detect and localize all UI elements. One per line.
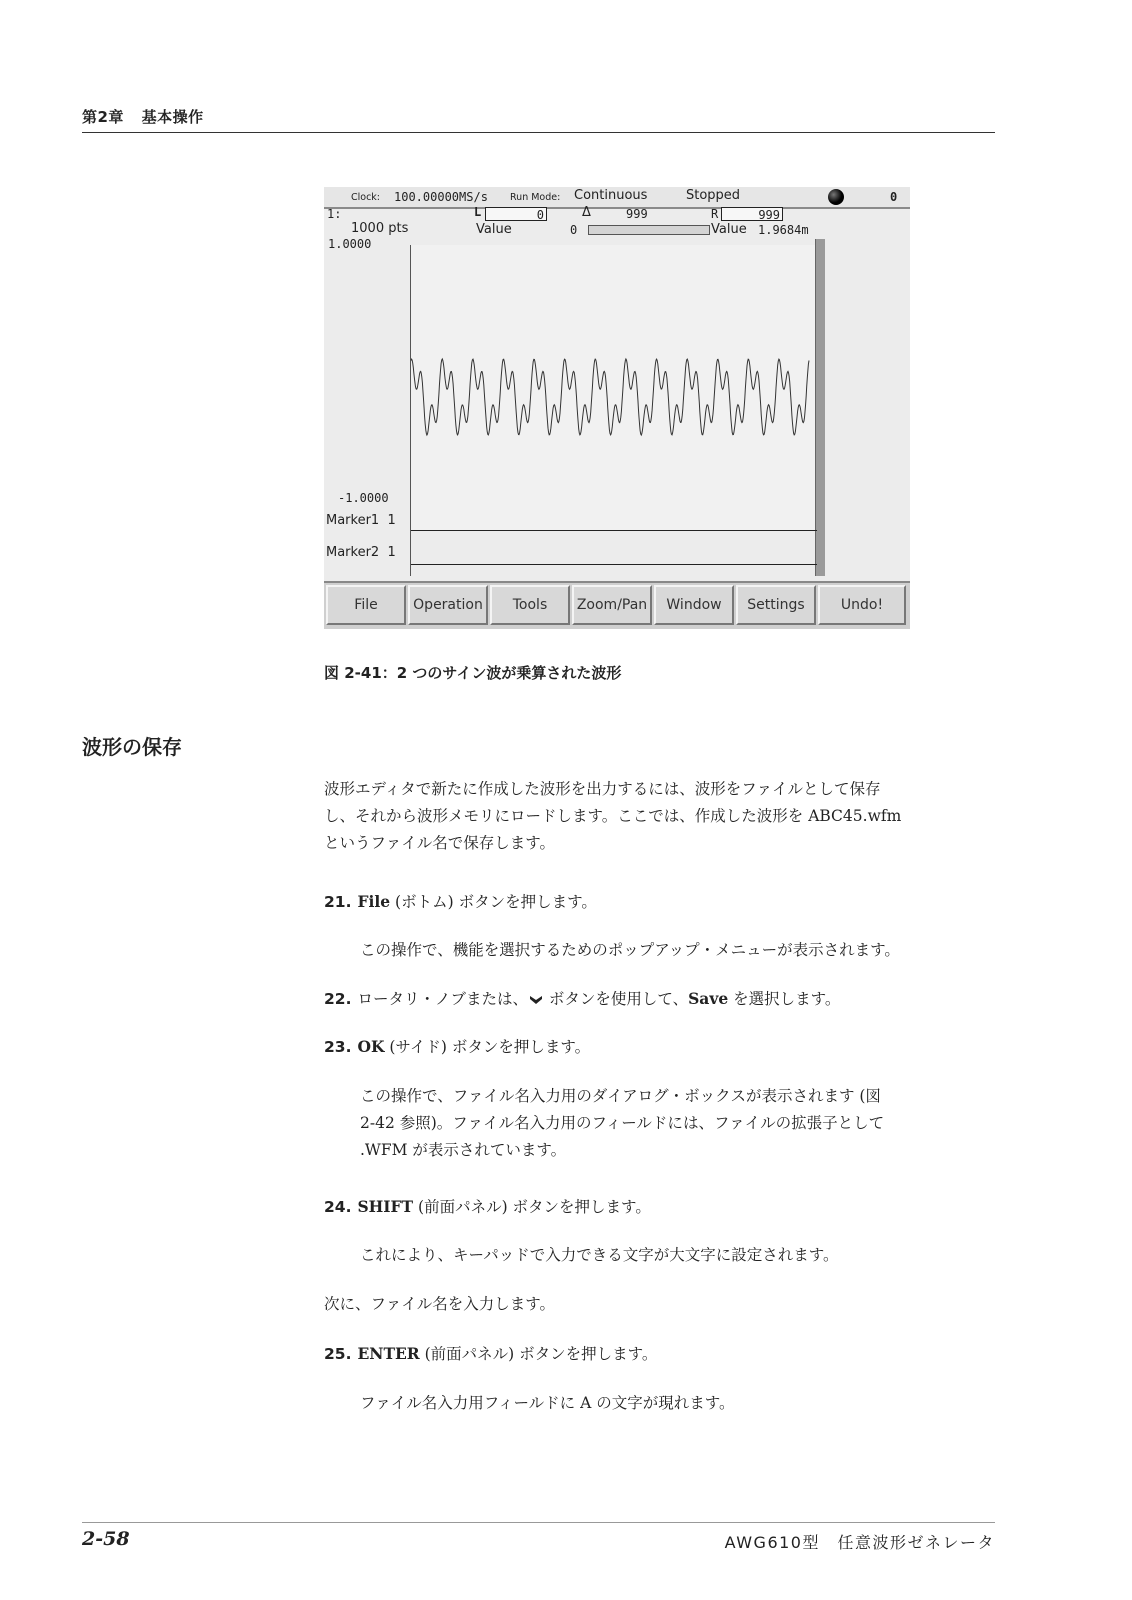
step-24	[324, 1193, 1004, 1221]
step-number: 23.	[324, 1038, 352, 1056]
intro-line: というファイル名で保存します。	[324, 834, 555, 852]
product-name: AWG610型 任意波形ゼネレータ	[724, 1533, 995, 1552]
step-text: を選択します。	[728, 990, 841, 1008]
next-instruction: 次に、ファイル名を入力します。	[324, 1295, 555, 1313]
value-left-label: Value	[476, 222, 512, 237]
key-name: SHIFT	[357, 1197, 414, 1216]
marker1-line	[411, 530, 817, 531]
menu-undo-button[interactable]: Undo!	[818, 585, 906, 625]
step-text: ボタンを使用して、	[543, 990, 689, 1008]
intro-paragraph	[324, 776, 1004, 857]
menu-file-button[interactable]: File	[326, 585, 406, 625]
step-number: 25.	[324, 1345, 352, 1363]
menu-window-button[interactable]: Window	[654, 585, 734, 625]
step-22	[324, 985, 1004, 1013]
menu-zoom-pan-button[interactable]: Zoom/Pan	[572, 585, 652, 625]
step-text: ロータリ・ノブまたは、	[357, 990, 528, 1008]
clock-value: 100.00000MS/s	[394, 190, 488, 204]
step-21-note: この操作で、機能を選択するためのポップアップ・メニューが表示されます。	[360, 941, 900, 959]
marker-area	[410, 530, 817, 576]
note-line: この操作で、ファイル名入力用のダイアログ・ボックスが表示されます (図	[360, 1087, 881, 1105]
step-25	[324, 1340, 1004, 1368]
step-number: 21.	[324, 893, 352, 911]
key-name: OK	[357, 1037, 385, 1056]
step-text: (サイド) ボタンを押します。	[384, 1038, 591, 1056]
waveform-editor-screen	[324, 187, 910, 627]
marker1-label: Marker1 1	[326, 513, 396, 528]
step-23	[324, 1033, 1004, 1061]
step-number: 22.	[324, 990, 352, 1008]
run-state: Stopped	[686, 188, 741, 203]
menu-settings-button[interactable]: Settings	[736, 585, 816, 625]
value-right-label: Value	[711, 222, 747, 237]
step-text: (前面パネル) ボタンを押します。	[419, 1345, 658, 1363]
step-21	[324, 888, 1004, 916]
footer-rule	[82, 1522, 995, 1523]
header-rule	[82, 132, 995, 133]
value-left: 0	[570, 223, 578, 237]
value-right: 1.9684m	[758, 223, 809, 237]
step-25-note: ファイル名入力用フィールドに A の文字が現れます。	[360, 1394, 735, 1412]
channel-label: 1:	[327, 207, 342, 221]
section-title: 波形の保存	[82, 735, 182, 759]
step-text: (前面パネル) ボタンを押します。	[413, 1198, 651, 1216]
key-name: File	[357, 892, 391, 911]
down-arrow-icon	[528, 994, 544, 1006]
marker2-label: Marker2 1	[326, 545, 396, 560]
figure-caption: 図 2-41：2 つのサイン波が乗算された波形	[324, 664, 622, 682]
clock-label: Clock:	[351, 192, 381, 203]
delta-value: 999	[626, 207, 648, 221]
chapter-title: 基本操作	[141, 108, 204, 126]
intro-line: し、それから波形メモリにロードします。ここでは、作成した波形を ABC45.wfm	[324, 807, 902, 825]
run-mode-value: Continuous	[574, 188, 648, 203]
left-cursor-label: L	[474, 205, 482, 219]
menu-tools-button[interactable]: Tools	[490, 585, 570, 625]
step-23-note	[360, 1083, 1005, 1164]
knob-value: 0	[890, 190, 898, 204]
chapter-header	[82, 106, 204, 127]
key-name: Save	[688, 989, 729, 1008]
left-cursor-field[interactable]: 0	[485, 207, 547, 221]
step-24-note: これにより、キーパッドで入力できる文字が大文字に設定されます。	[360, 1246, 839, 1264]
delta-icon: Δ	[582, 205, 591, 220]
bottom-menu-bar	[324, 581, 910, 629]
intro-line: 波形エディタで新たに作成した波形を出力するには、波形をファイルとして保存	[324, 780, 881, 798]
axis-bottom-label: -1.0000	[338, 491, 389, 505]
right-cursor-label: R	[711, 207, 719, 221]
right-cursor-field[interactable]: 999	[721, 207, 783, 221]
points-count: 1000 pts	[351, 221, 409, 236]
step-text: (ボトム) ボタンを押します。	[390, 893, 597, 911]
run-indicator-icon	[828, 189, 844, 205]
note-line: 2-42 参照)。ファイル名入力用のフィールドには、ファイルの拡張子として	[360, 1114, 885, 1132]
waveform-graph	[411, 245, 817, 530]
key-name: ENTER	[357, 1344, 420, 1363]
step-number: 24.	[324, 1198, 352, 1216]
page-number: 2-58	[82, 1528, 130, 1550]
menu-operation-button[interactable]: Operation	[408, 585, 488, 625]
note-line: .WFM が表示されています。	[360, 1141, 567, 1159]
status-bar	[324, 187, 910, 209]
chapter-number: 第2章	[82, 108, 124, 126]
axis-top-label: 1.0000	[328, 237, 372, 251]
vertical-scrollbar[interactable]	[815, 239, 825, 576]
waveform-plot[interactable]	[410, 245, 817, 530]
marker2-line	[411, 564, 817, 565]
value-level-bar	[588, 225, 710, 235]
waveform-trace	[411, 359, 809, 435]
run-mode-label: Run Mode:	[510, 192, 561, 203]
